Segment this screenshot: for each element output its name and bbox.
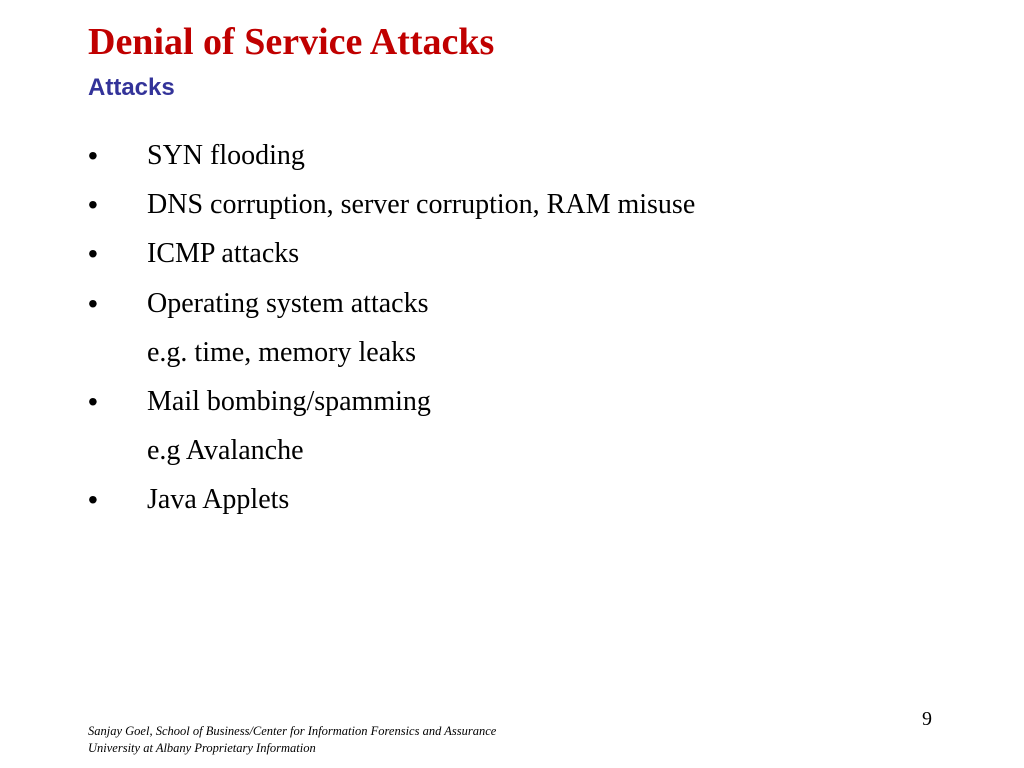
list-item-text: e.g. time, memory leaks [147,336,417,368]
bullet-list [88,135,968,529]
list-item [88,233,968,282]
list-item [88,381,968,430]
list-item-continuation [88,430,968,479]
bullet-icon: • [88,287,98,319]
footer-line-author: Sanjay Goel, School of Business/Center for Information Forensics and Assurance [88,724,497,738]
list-item-text: SYN flooding [147,140,305,171]
list-item [88,184,968,233]
list-item-text: ICMP attacks [147,238,300,270]
list-item-continuation [88,332,968,381]
footer-line-proprietary: University at Albany Proprietary Information [88,741,316,755]
bullet-icon: • [88,238,98,270]
footer [88,723,496,757]
slide-title: Denial of Service Attacks [88,21,495,63]
bullet-icon: • [88,385,98,417]
slide-subtitle: Attacks [88,74,175,101]
list-item [88,283,968,332]
list-item [88,135,968,184]
list-item-text: DNS corruption, server corruption, RAM misuse [147,189,696,221]
bullet-icon: • [88,189,98,221]
bullet-icon: • [88,484,98,516]
list-item-text: Mail bombing/spamming [147,385,431,417]
list-item-text: e.g Avalanche [147,435,304,467]
bullet-icon: • [88,140,98,171]
page-number: 9 [922,708,932,730]
list-item-text: Java Applets [147,484,290,516]
list-item [88,479,968,528]
list-item-text: Operating system attacks [147,287,429,319]
